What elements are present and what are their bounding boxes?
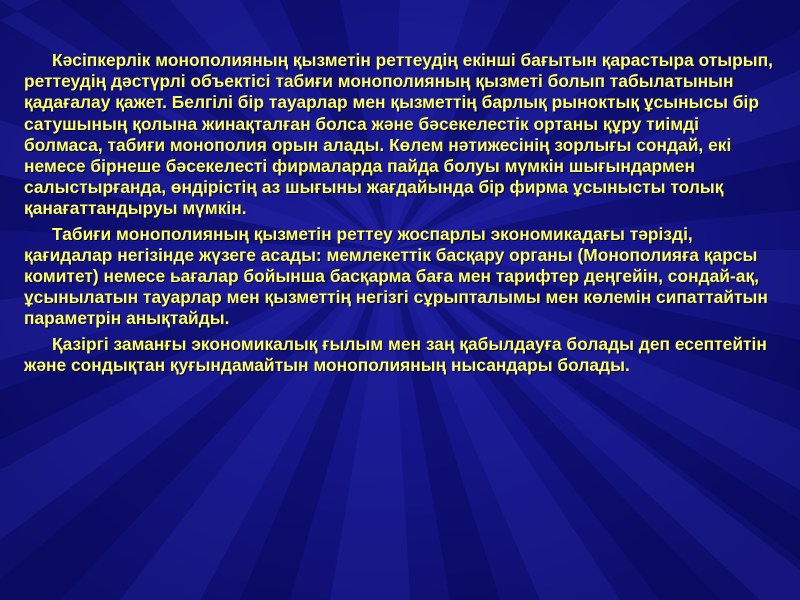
paragraph-1: Кәсіпкерлік монополияның қызметін реттеудің екінші бағытын қарастыра отырып, реттеудің дәстүрлі объектісі табиғи монополияның қызметі болып табылатынын қадағалау қажет. Белгілі бір тауарлар мен қызметтің барлық рыноктық ұсынысы бір сатушының қолына жинақталған болса және бәсекелестік ортаны құру тиімді болмаса, табиғи монополия орын алады. Көлем нәтижесінің зорлығы сондай, екі немесе бірнеше бәсекелесті фирмаларда пайда болуы мүмкін шығындармен салыстырғанда, өндірістің аз шығыны жағдайында бір фирма ұсынысты толық қанағаттандыруы мүмкін. [24,50,773,219]
paragraph-3: Қазіргі заманғы экономикалық ғылым мен заң қабылдауға болады деп есептейтін және сондықтан қуғындамайтын монополияның нысандары болады. [24,333,767,375]
slide-text-block [24,50,780,380]
paragraph-2: Табиғи монополияның қызметін реттеу жоспарлы экономикадағы тәрізді, қағидалар негізінде жүзеге асады: мемлекеттік басқару органы (Монополияға қарсы комитет) немесе ьағалар бойынша басқарма баға мен тарифтер деңгейін, сондай-ақ, ұсынылатын тауарлар мен қызметтің негізгі сұрыпталымы мен көлемін сипаттайтын параметрін анықтайды. [24,223,768,329]
